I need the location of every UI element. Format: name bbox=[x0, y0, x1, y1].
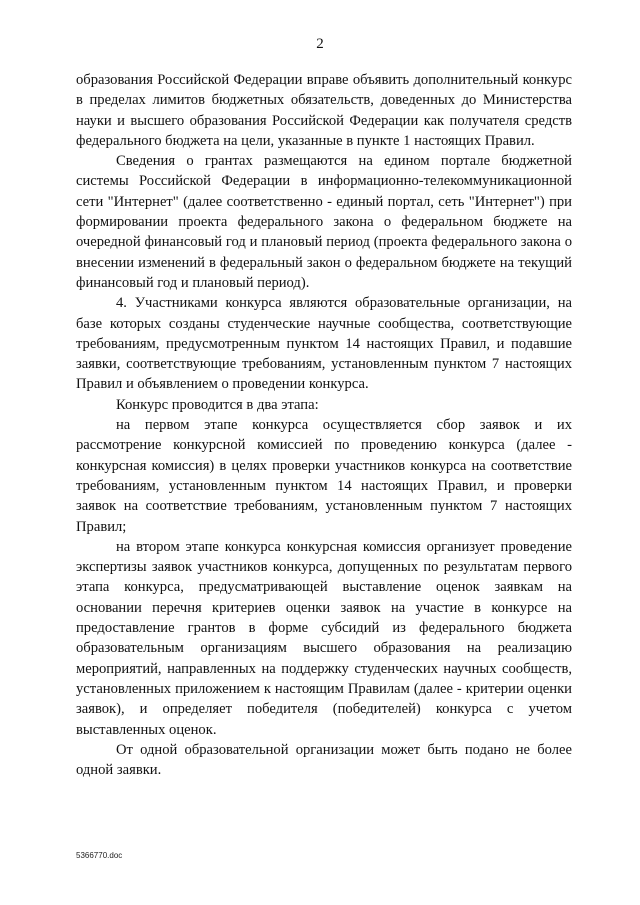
paragraph-stage-one: на первом этапе конкурса осуществляется сбор заявок и их рассмотрение конкурсной комиссией по проведению конкурса (далее - конкурсная комиссия) в целях проверки участников конкурса на соответствие требованиям, установленным пунктом 14 настоящих Правил, и проверки заявок на соответствие требованиям, установленным пунктом 7 настоящих Правил; bbox=[76, 417, 572, 535]
paragraph-participants: 4. Участниками конкурса являются образовательные организации, на базе которых созданы студенческие научные сообщества, соответствующие требованиям, предусмотренным пунктом 14 настоящих Правил, и подавшие заявки, соответствующие требованиям, установленным пунктом 7 настоящих Правил и объявлением о проведении конкурса. bbox=[76, 295, 572, 393]
paragraph-grants-info: Сведения о грантах размещаются на едином портале бюджетной системы Российской Федерации в информационно-телекоммуникационной сети "Интернет" (далее соответственно - единый портал, сеть "Интернет") при формировании проекта федерального закона о федеральном бюджете на очередной финансовый год и плановый период (проекта федерального закона о внесении изменений в федеральный закон о федеральном бюджете на текущий финансовый год и плановый период). bbox=[76, 153, 572, 291]
paragraph-one-application: От одной образовательной организации может быть подано не более одной заявки. bbox=[76, 741, 572, 779]
paragraph-stage-two: на втором этапе конкурса конкурсная комиссия организует проведение экспертизы заявок участников конкурса, допущенных по результатам первого этапа конкурса, предусматривающей выставление оценок заявкам на основании перечня критериев оценки заявок на участие в конкурсе на предоставление грантов в форме субсидий из федерального бюджета образовательным организациям высшего образования на реализацию мероприятий, направленных на поддержку студенческих научных сообществ, установленных приложением к настоящим Правилам (далее - критерии оценки заявок), и определяет победителя (победителей) конкурса с учетом выставленных оценок. bbox=[76, 538, 572, 738]
footer-filename: 5366770.doc bbox=[76, 851, 123, 860]
page-number: 2 bbox=[316, 36, 324, 52]
document-body bbox=[76, 70, 572, 780]
paragraph-stages-intro: Конкурс проводится в два этапа: bbox=[116, 396, 319, 413]
paragraph-continuation: образования Российской Федерации вправе объявить дополнительный конкурс в пределах лимитов бюджетных обязательств, доведенных до Министерства науки и высшего образования Российской Федерации как получателя средств федерального бюджета на цели, указанные в пункте 1 настоящих Правил. bbox=[76, 72, 572, 149]
